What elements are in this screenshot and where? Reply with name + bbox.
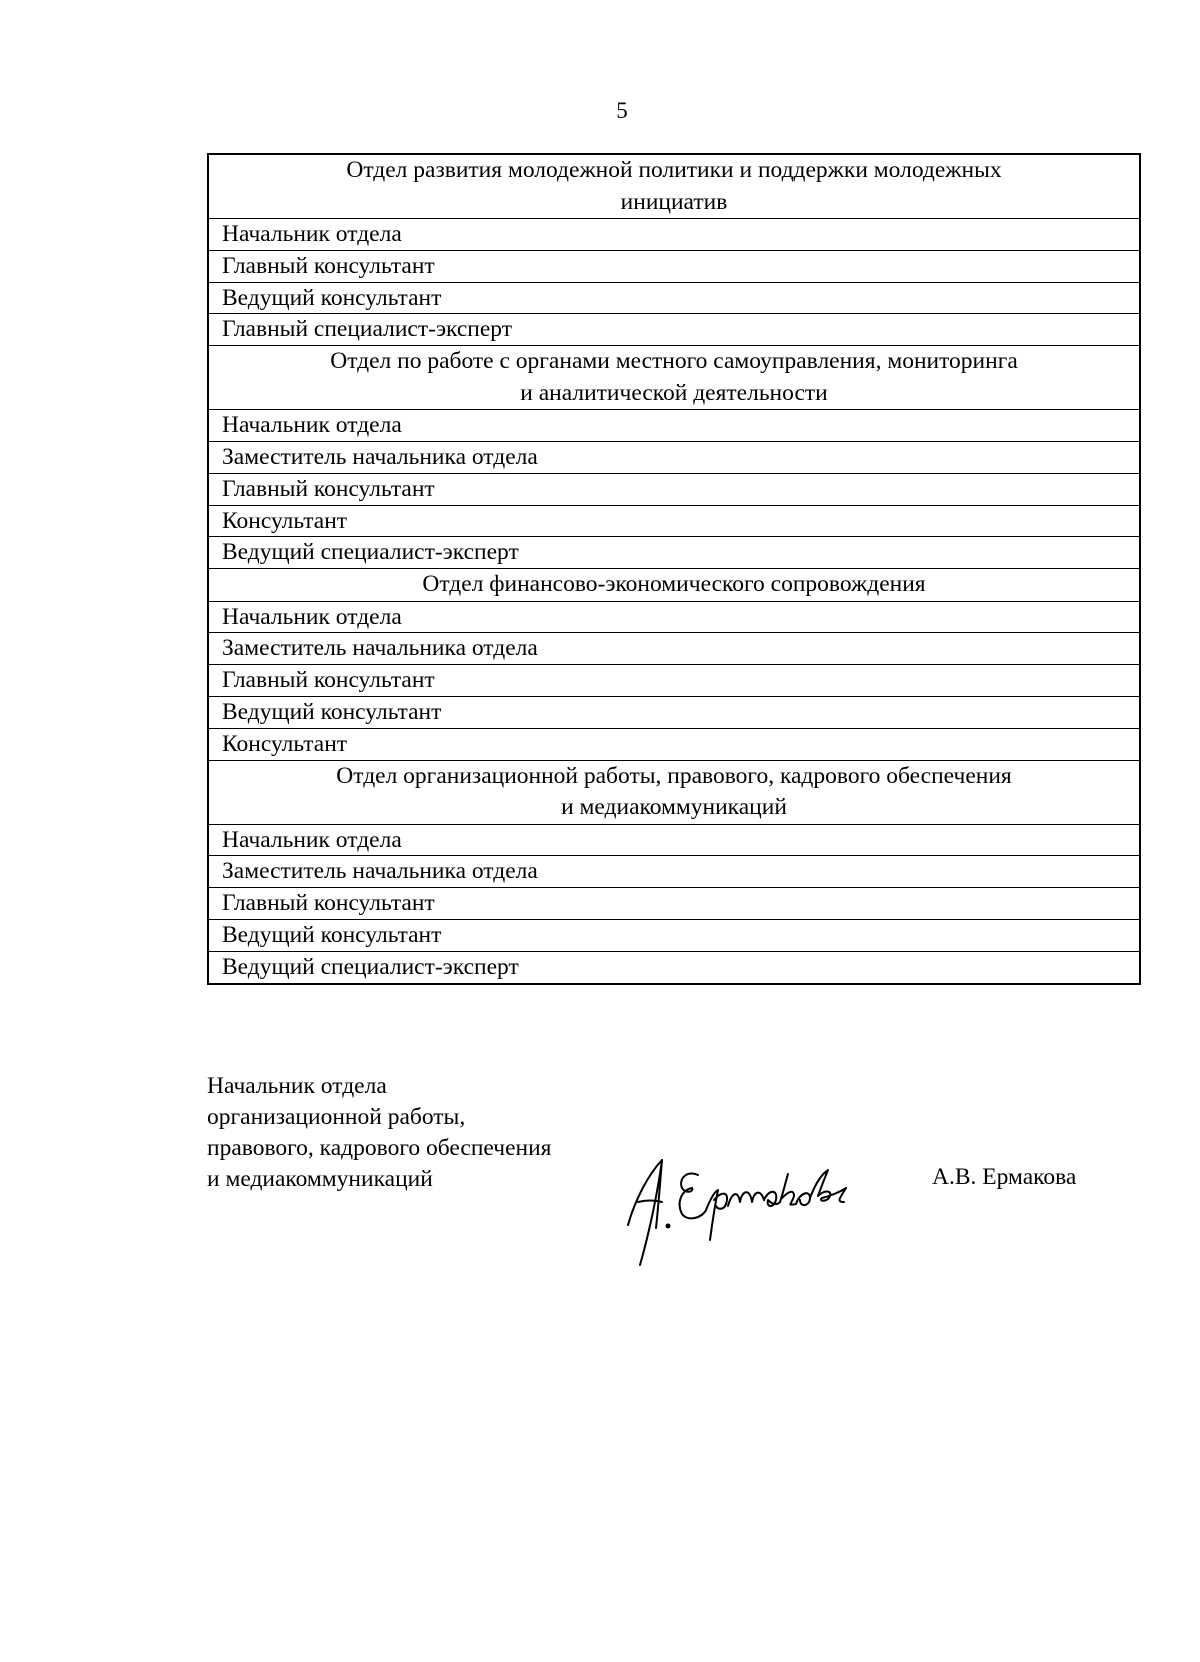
position-cell: Главный консультант bbox=[208, 250, 1140, 282]
position-row bbox=[208, 441, 1140, 473]
department-title-line: и медиакоммуникаций bbox=[561, 794, 787, 821]
position-row bbox=[208, 219, 1140, 251]
department-row bbox=[208, 346, 1140, 410]
signatory-title bbox=[207, 1071, 551, 1195]
position-row bbox=[208, 601, 1140, 633]
position-row bbox=[208, 505, 1140, 537]
signatory-title-line: правового, кадрового обеспечения bbox=[207, 1135, 552, 1161]
department-title bbox=[208, 346, 1140, 410]
signatory-title-line: Начальник отдела bbox=[207, 1073, 387, 1099]
position-cell: Главный консультант bbox=[208, 665, 1140, 697]
handwritten-signature bbox=[610, 1130, 860, 1270]
position-row bbox=[208, 920, 1140, 952]
position-row bbox=[208, 824, 1140, 856]
position-cell: Главный специалист-эксперт bbox=[208, 314, 1140, 346]
position-cell: Главный консультант bbox=[208, 888, 1140, 920]
department-row bbox=[208, 569, 1140, 602]
position-cell: Ведущий консультант bbox=[208, 697, 1140, 729]
position-cell: Начальник отдела bbox=[208, 601, 1140, 633]
position-cell: Консультант bbox=[208, 505, 1140, 537]
position-cell: Начальник отдела bbox=[208, 219, 1140, 251]
department-title-line: инициатив bbox=[620, 188, 728, 215]
position-row bbox=[208, 410, 1140, 442]
department-title-line: Отдел развития молодежной политики и поддержки молодежных bbox=[346, 157, 1002, 183]
position-cell: Ведущий консультант bbox=[208, 920, 1140, 952]
position-row bbox=[208, 697, 1140, 729]
position-row bbox=[208, 282, 1140, 314]
position-row bbox=[208, 314, 1140, 346]
position-row bbox=[208, 951, 1140, 983]
department-title-line: Отдел финансово-экономического сопровождения bbox=[422, 571, 926, 598]
position-cell: Главный консультант bbox=[208, 473, 1140, 505]
page-number: 5 bbox=[616, 98, 628, 123]
position-cell: Ведущий консультант bbox=[208, 282, 1140, 314]
position-row bbox=[208, 250, 1140, 282]
department-title-line: и аналитической деятельности bbox=[520, 379, 828, 406]
position-cell: Ведущий специалист-эксперт bbox=[208, 951, 1140, 983]
position-row bbox=[208, 473, 1140, 505]
position-row bbox=[208, 537, 1140, 569]
department-title-line: Отдел организационной работы, правового, кадрового обеспечения bbox=[336, 762, 1012, 789]
position-row bbox=[208, 888, 1140, 920]
position-row bbox=[208, 665, 1140, 697]
position-cell: Начальник отдела bbox=[208, 410, 1140, 442]
department-row bbox=[208, 760, 1140, 824]
department-title bbox=[208, 154, 1140, 219]
position-cell: Заместитель начальника отдела bbox=[208, 856, 1140, 888]
department-row bbox=[208, 154, 1140, 219]
position-cell: Консультант bbox=[208, 728, 1140, 760]
position-cell: Заместитель начальника отдела bbox=[208, 441, 1140, 473]
department-title bbox=[208, 760, 1140, 824]
position-cell: Заместитель начальника отдела bbox=[208, 633, 1140, 665]
position-row bbox=[208, 728, 1140, 760]
signatory-title-line: организационной работы, bbox=[207, 1104, 466, 1130]
department-title-line: Отдел по работе с органами местного самоуправления, мониторинга bbox=[330, 348, 1018, 375]
signatory-title-line: и медиакоммуникаций bbox=[207, 1166, 433, 1192]
department-title bbox=[208, 569, 1140, 602]
staff-table bbox=[207, 153, 1141, 985]
signer-name: А.В. Ермакова bbox=[932, 1164, 1077, 1190]
position-row bbox=[208, 856, 1140, 888]
position-cell: Ведущий специалист-эксперт bbox=[208, 537, 1140, 569]
position-row bbox=[208, 633, 1140, 665]
position-cell: Начальник отдела bbox=[208, 824, 1140, 856]
